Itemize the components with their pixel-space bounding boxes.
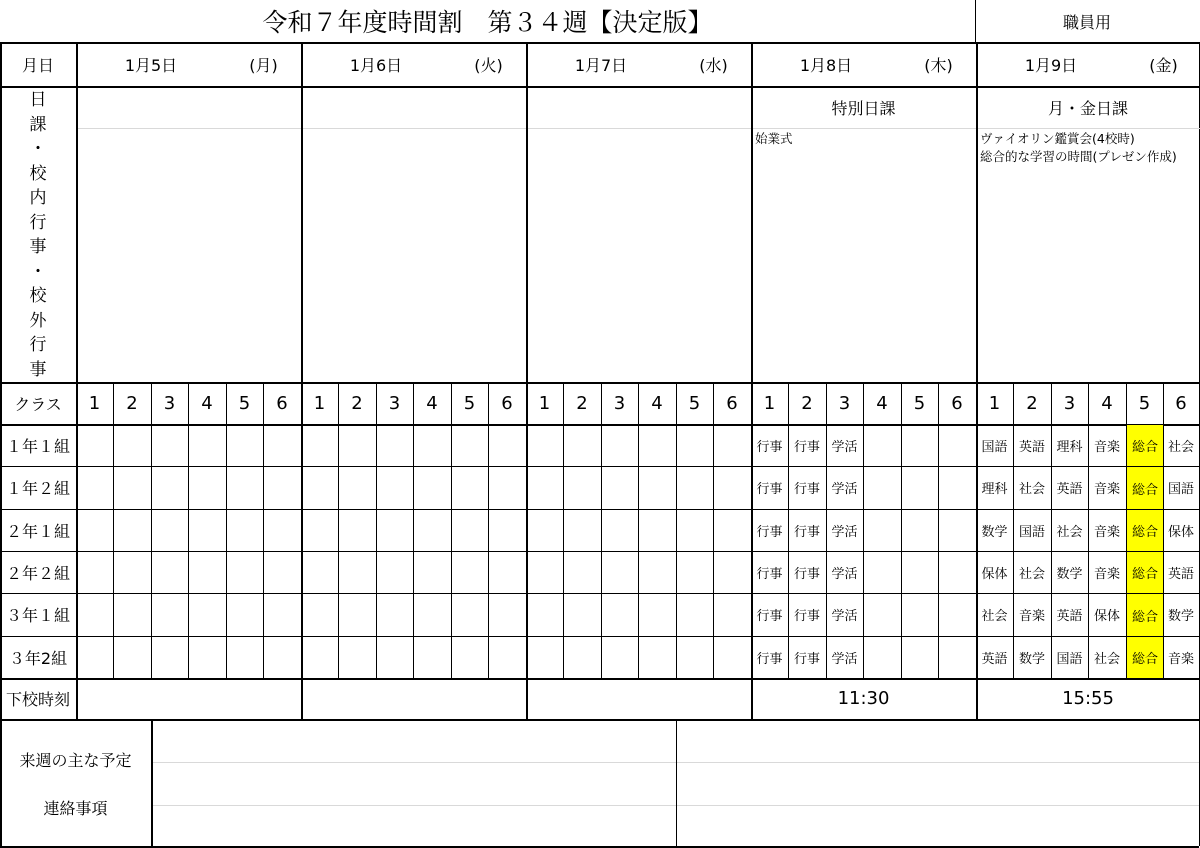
lesson-cell: 保体 — [1093, 609, 1120, 624]
lesson-cell — [938, 551, 976, 593]
dismissal-time: 11:30 — [837, 688, 890, 709]
period-number: 3 — [1063, 392, 1076, 414]
lesson-cell-highlighted: 総合 — [1127, 467, 1163, 509]
period-divider — [151, 382, 152, 678]
period-number: 6 — [501, 392, 513, 414]
lesson-cell: 社会 — [1018, 566, 1045, 582]
events-side-char: 事 — [29, 237, 47, 257]
lesson-cell — [863, 636, 901, 678]
lesson-cell: 音楽 — [1093, 566, 1120, 582]
lesson-cell-highlighted: 総合 — [1127, 510, 1163, 551]
period-number: 6 — [951, 392, 963, 414]
lesson-cell — [938, 636, 976, 678]
schedule-type: 特別日課 — [831, 98, 896, 118]
lesson-cell — [938, 466, 976, 509]
lesson-cell: 保体 — [1167, 524, 1194, 540]
day-date: 1月6日 — [349, 55, 403, 75]
period-number: 6 — [1175, 392, 1187, 414]
events-side-char: 校 — [29, 286, 47, 306]
period-number: 5 — [238, 392, 251, 414]
contact-label: 連絡事項 — [43, 798, 108, 818]
lesson-cell: 行事 — [756, 482, 783, 497]
lesson-cell — [938, 509, 976, 551]
day-divider — [526, 42, 528, 719]
period-divider — [338, 382, 339, 678]
events-side-char: ・ — [29, 139, 47, 159]
date-header-label: 月日 — [21, 55, 54, 75]
lesson-cell: 学活 — [831, 566, 858, 582]
lesson-cell: 行事 — [756, 609, 783, 624]
period-number: 3 — [613, 392, 626, 414]
lesson-cell: 学活 — [831, 482, 858, 497]
lesson-cell — [863, 424, 901, 466]
lesson-cell — [938, 593, 976, 636]
lesson-cell: 行事 — [756, 651, 783, 667]
period-divider — [376, 382, 377, 678]
day-weekday: (金) — [1149, 55, 1178, 75]
class-name: ２年２組 — [5, 563, 70, 583]
lesson-cell: 英語 — [1056, 482, 1083, 497]
lesson-cell: 理科 — [981, 482, 1008, 497]
dismissal-time: 15:55 — [1062, 688, 1114, 709]
events-side-label — [0, 88, 76, 382]
events-side-char: 課 — [29, 114, 47, 135]
page-title: 令和７年度時間割 第３４週【決定版】 — [262, 8, 713, 37]
period-number: 6 — [276, 392, 288, 414]
period-number: 1 — [88, 392, 101, 414]
event-items: ヴァイオリン鑑賞会(4校時) 総合的な学習の時間(プレゼン作成) — [980, 131, 1177, 165]
events-side-char: 校 — [29, 163, 47, 184]
events-side-char: 事 — [29, 359, 47, 380]
lesson-cell: 理科 — [1056, 439, 1083, 455]
event-inner-rule — [301, 128, 526, 129]
period-divider — [638, 382, 639, 678]
audience-label: 職員用 — [1062, 12, 1111, 32]
lesson-cell: 行事 — [756, 566, 783, 582]
day-date: 1月5日 — [124, 55, 178, 75]
lesson-cell: 数学 — [1056, 566, 1083, 582]
lesson-cell — [901, 424, 938, 466]
notes-rule — [151, 762, 1199, 763]
lesson-cell: 国語 — [981, 439, 1008, 455]
period-divider — [563, 382, 564, 678]
lesson-cell: 英語 — [981, 651, 1008, 667]
lesson-cell: 国語 — [1018, 524, 1045, 540]
lesson-cell: 保体 — [981, 566, 1008, 582]
period-number: 6 — [726, 392, 738, 414]
lesson-cell — [863, 509, 901, 551]
class-name: １年２組 — [5, 479, 70, 498]
lesson-cell — [901, 551, 938, 593]
lesson-cell: 社会 — [981, 609, 1008, 624]
period-divider — [263, 382, 264, 678]
lesson-cell: 行事 — [793, 566, 820, 582]
day-date: 1月8日 — [799, 55, 853, 75]
lesson-cell: 音楽 — [1018, 609, 1045, 624]
schedule-type: 月・金日課 — [1047, 98, 1128, 118]
lesson-cell: 国語 — [1056, 651, 1083, 667]
period-number: 1 — [538, 392, 551, 414]
events-side-char: 内 — [29, 188, 47, 208]
period-number: 2 — [1026, 392, 1038, 414]
period-number: 2 — [126, 392, 138, 414]
day-weekday: (火) — [474, 55, 503, 75]
day-date: 1月9日 — [1024, 55, 1078, 75]
schedule-type — [526, 86, 751, 128]
label-column-divider — [76, 42, 78, 719]
day-weekday: (木) — [924, 55, 953, 75]
period-number: 5 — [688, 392, 701, 414]
lesson-cell: 学活 — [831, 439, 858, 455]
period-divider — [413, 382, 414, 678]
lesson-cell: 行事 — [756, 524, 783, 540]
dismissal-label: 下校時刻 — [5, 690, 70, 709]
events-side-char: 行 — [29, 335, 47, 355]
lesson-cell: 行事 — [793, 439, 820, 455]
schedule-type — [301, 86, 526, 128]
lesson-cell: 社会 — [1093, 651, 1120, 667]
period-divider — [188, 382, 189, 678]
lesson-cell: 学活 — [831, 651, 858, 667]
period-number: 1 — [763, 392, 776, 414]
day-weekday: (月) — [249, 55, 278, 75]
lesson-cell — [901, 636, 938, 678]
event-inner-rule — [751, 128, 976, 129]
dismissal-time — [301, 678, 526, 719]
lesson-cell: 行事 — [793, 609, 820, 624]
period-divider — [488, 382, 489, 678]
period-number: 3 — [388, 392, 401, 414]
events-side-char: 日 — [29, 90, 47, 110]
lesson-cell: 国語 — [1167, 482, 1194, 497]
lesson-cell: 音楽 — [1093, 524, 1120, 540]
period-number: 4 — [1101, 392, 1113, 414]
next-week-label: 来週の主な予定 — [19, 750, 132, 770]
lesson-cell-highlighted: 総合 — [1127, 425, 1163, 466]
lesson-cell-highlighted: 総合 — [1127, 552, 1163, 593]
class-name: ２年１組 — [5, 521, 70, 541]
period-number: 3 — [163, 392, 176, 414]
event-items: 始業式 — [755, 131, 793, 146]
lesson-cell: 数学 — [981, 524, 1008, 540]
class-header-label: クラス — [14, 394, 62, 414]
event-inner-rule — [526, 128, 751, 129]
lesson-cell: 英語 — [1018, 439, 1045, 455]
class-name: ３年１組 — [5, 606, 70, 625]
lesson-cell — [938, 424, 976, 466]
period-number: 2 — [576, 392, 588, 414]
period-number: 4 — [876, 392, 888, 414]
lesson-cell: 音楽 — [1167, 651, 1194, 667]
period-number: 5 — [1138, 392, 1151, 414]
period-number: 2 — [351, 392, 363, 414]
lesson-cell — [863, 593, 901, 636]
lesson-cell: 音楽 — [1093, 482, 1120, 497]
period-number: 3 — [838, 392, 851, 414]
lesson-cell: 行事 — [793, 651, 820, 667]
lesson-cell: 行事 — [793, 482, 820, 497]
event-inner-rule — [976, 128, 1200, 129]
lesson-cell: 社会 — [1056, 524, 1083, 540]
period-divider — [713, 382, 714, 678]
event-inner-rule — [76, 128, 301, 129]
notes-rule — [151, 805, 1199, 806]
schedule-type — [76, 86, 301, 128]
period-number: 4 — [426, 392, 438, 414]
period-divider — [676, 382, 677, 678]
period-divider — [226, 382, 227, 678]
lesson-cell: 行事 — [793, 524, 820, 540]
rule-above-notes — [0, 719, 1199, 721]
lesson-cell: 数学 — [1167, 609, 1194, 624]
lesson-cell: 学活 — [831, 524, 858, 540]
lesson-cell — [863, 466, 901, 509]
lesson-cell: 音楽 — [1093, 439, 1120, 455]
lesson-cell-highlighted: 総合 — [1127, 637, 1163, 678]
day-date: 1月7日 — [574, 55, 628, 75]
lesson-cell — [901, 509, 938, 551]
period-number: 5 — [913, 392, 926, 414]
period-number: 1 — [988, 392, 1001, 414]
lesson-cell: 英語 — [1167, 566, 1194, 582]
period-number: 2 — [801, 392, 813, 414]
lesson-cell-highlighted: 総合 — [1127, 594, 1163, 636]
events-side-char: 外 — [29, 310, 47, 331]
lesson-cell: 社会 — [1167, 439, 1194, 455]
period-number: 4 — [201, 392, 213, 414]
events-side-char: 行 — [29, 212, 47, 233]
lesson-cell — [863, 551, 901, 593]
period-divider — [113, 382, 114, 678]
events-side-char: ・ — [29, 261, 47, 282]
lesson-cell: 英語 — [1056, 609, 1083, 624]
lesson-cell — [901, 593, 938, 636]
lesson-cell: 数学 — [1018, 651, 1045, 667]
lesson-cell — [901, 466, 938, 509]
period-number: 1 — [313, 392, 326, 414]
period-number: 5 — [463, 392, 476, 414]
notes-half-divider — [676, 719, 677, 846]
day-divider — [301, 42, 303, 719]
period-divider — [601, 382, 602, 678]
period-divider — [451, 382, 452, 678]
class-name: １年１組 — [5, 436, 70, 456]
dismissal-time — [526, 678, 751, 719]
dismissal-time — [76, 678, 301, 719]
lesson-cell: 学活 — [831, 609, 858, 624]
notes-label-divider — [151, 719, 153, 846]
lesson-cell: 行事 — [756, 439, 783, 455]
period-number: 4 — [651, 392, 663, 414]
class-name: ３年2組 — [8, 648, 68, 668]
lesson-cell: 社会 — [1018, 482, 1045, 497]
day-weekday: (水) — [699, 55, 728, 75]
